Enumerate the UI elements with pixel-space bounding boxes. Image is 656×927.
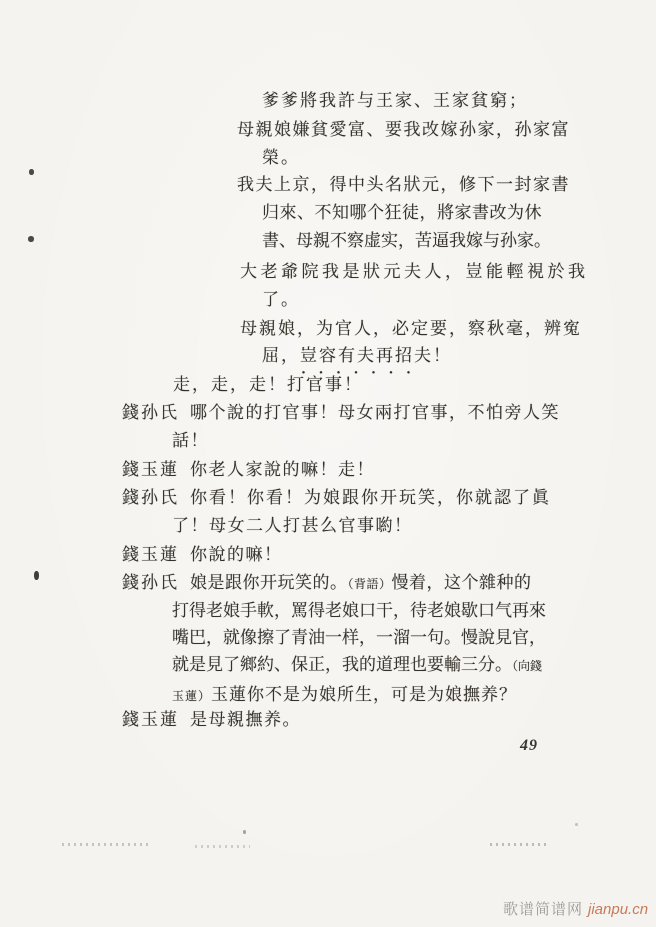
script-text: 娘是跟你开玩笑的。: [190, 573, 348, 592]
speaker-name: 錢孙氏: [122, 488, 179, 507]
watermark: [503, 898, 648, 919]
script-text: 就是見了鄉約、保正，我的道理也要輸三分。: [172, 655, 512, 674]
script-line: [262, 204, 542, 221]
speaker-name: 錢玉蓮: [122, 710, 179, 729]
script-text: 打得老娘手軟，罵得老娘口干，待老娘歇口气再來: [172, 601, 546, 620]
script-text: 你看！你看！为娘跟你开玩笑，你就認了眞: [190, 488, 551, 507]
speaker-name: 錢玉蓮: [122, 460, 179, 479]
script-text: 玉蓮你不是为娘所生，可是为娘撫养？: [211, 685, 518, 704]
scan-smudge-artifact: [195, 845, 250, 848]
ink-speck-artifact: [28, 236, 34, 242]
ink-speck-artifact: [243, 830, 246, 834]
script-text: 書、母親不察虚实，苦逼我嫁与孙家。: [262, 231, 551, 250]
stage-direction: （背語）: [347, 577, 392, 591]
speaker-name: 錢玉蓮: [122, 545, 179, 564]
script-line: [122, 489, 551, 506]
script-line: [172, 602, 546, 619]
script-text: 了。: [262, 290, 300, 309]
script-text: 你老人家說的嘛！走！: [190, 460, 375, 479]
script-line: [240, 263, 589, 280]
script-text: 嘴巴，就像擦了青油一样，一溜一句。慢說見官，: [172, 628, 546, 647]
stage-direction: 玉蓮）: [172, 689, 212, 703]
script-text: 爹爹將我許与王家、王家貧窮；: [262, 91, 528, 110]
ink-speck-artifact: [34, 571, 39, 580]
script-line: [122, 711, 301, 728]
scan-smudge-artifact: [490, 843, 548, 846]
stage-direction: （向錢: [512, 659, 543, 673]
script-line: [172, 517, 413, 534]
script-text: 你說的嘛！: [190, 545, 283, 564]
script-text: 榮。: [262, 148, 300, 167]
ink-speck-artifact: [575, 823, 578, 826]
script-line: [262, 149, 300, 166]
script-line: [172, 686, 517, 703]
speaker-name: 錢孙氏: [122, 573, 179, 592]
script-line: [262, 92, 528, 109]
watermark-domain: jianpu.cn: [588, 901, 649, 918]
script-text: 哪个說的打官事！母女兩打官事，不怕旁人笑: [190, 403, 560, 422]
script-line: [122, 546, 283, 563]
script-text: 走，走，走！打官事！: [173, 375, 363, 394]
script-line: [240, 320, 582, 337]
script-text: 母親娘嫌貧愛富、要我改嫁孙家，孙家富: [237, 120, 570, 139]
scan-smudge-artifact: [62, 843, 152, 846]
page-number: 49: [520, 737, 538, 754]
script-line: [173, 376, 363, 393]
script-line: [172, 656, 542, 673]
script-line: [237, 176, 570, 193]
speaker-name: 錢孙氏: [122, 403, 179, 422]
script-text: 屈，豈容有夫再招夫！: [262, 346, 452, 365]
ink-speck-artifact: [29, 169, 34, 175]
script-line: [262, 291, 300, 308]
script-text: 大老爺院我是狀元夫人，豈能輕視於我: [240, 262, 589, 281]
script-line: [172, 432, 209, 449]
script-line: [122, 404, 560, 421]
script-line: [172, 629, 546, 646]
script-text: 归來、不知哪个狂徒，將家書改为休: [262, 203, 542, 222]
script-line: [122, 461, 375, 478]
script-text: 話！: [172, 431, 209, 450]
script-text: 了！母女二人打甚么官事喲！: [172, 516, 413, 535]
script-line: [262, 347, 452, 364]
script-text: 是母親撫养。: [190, 710, 301, 729]
script-text: 母親娘，为官人，必定要，察秋毫，辨寃: [240, 319, 582, 338]
script-line: [122, 574, 532, 591]
script-line: [237, 121, 570, 138]
script-text: 慢着，这个雜种的: [391, 573, 532, 592]
script-text: ·······: [301, 365, 424, 381]
script-text: 我夫上京，得中头名狀元，修下一封家書: [237, 175, 570, 194]
watermark-site-name: 歌谱简谱网: [503, 901, 584, 918]
script-line: [262, 232, 551, 249]
